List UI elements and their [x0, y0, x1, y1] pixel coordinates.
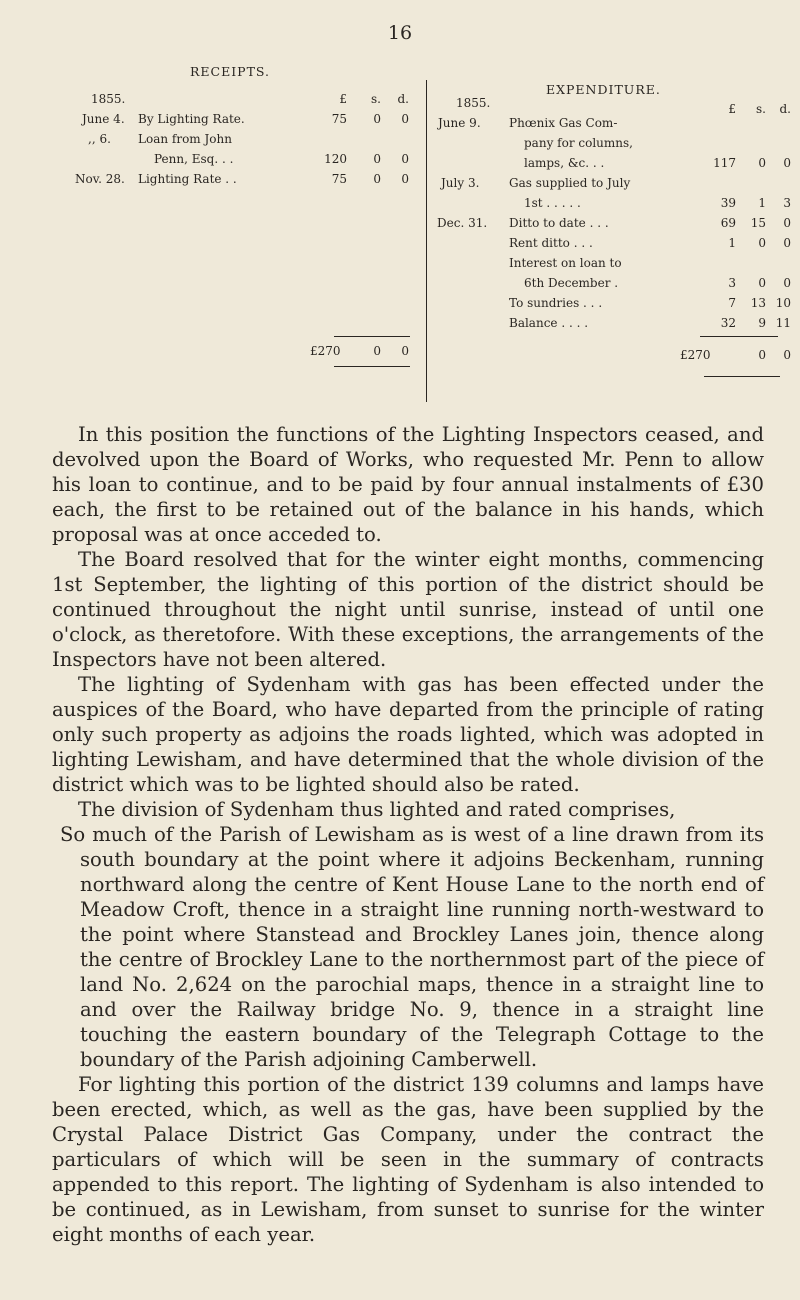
row-shillings: 0 — [373, 112, 381, 126]
receipts-total-pounds: £270 — [310, 344, 341, 358]
row-date: July 3. — [441, 176, 480, 190]
expenditure-year: 1855. — [456, 96, 491, 110]
expenditure-shilling-head: s. — [756, 102, 766, 116]
body-text — [52, 422, 764, 1247]
row-date: June 4. — [82, 112, 125, 126]
boundary-description: So much of the Parish of Lewisham as is west of a line drawn from its south boundary at the point where it adjoins Beckenham, running northward along the centre of Kent House Lane to the north end of Meadow Croft, thence in a straight line running north-westward to the point where Stanstead and Brockley Lanes join, thence along the centre of Brockley Lane to the northernmost part of the piece of land No. 2,624 on the parochial maps, thence in a straight line to and over the Railway bridge No. 9, thence in a straight line touching the eastern boundary of the Telegraph Cottage to the boundary of the Parish adjoining Camberwell. — [60, 823, 764, 1071]
row-pence: 3 — [783, 196, 791, 210]
row-pence: 0 — [401, 152, 409, 166]
row-description-cont: 6th December . — [524, 276, 619, 290]
row-shillings: 0 — [373, 152, 381, 166]
row-date: Dec. 31. — [437, 216, 488, 230]
expenditure-heading: EXPENDITURE. — [546, 82, 661, 97]
receipts-total-pence: 0 — [401, 344, 409, 358]
row-pounds: 32 — [720, 316, 736, 330]
total-rule — [334, 366, 410, 367]
receipts-pound-head: £ — [339, 92, 347, 106]
expenditure-total-pounds: £270 — [680, 348, 711, 362]
receipts-shilling-head: s. — [371, 92, 381, 106]
row-pounds: 39 — [720, 196, 736, 210]
total-rule — [700, 336, 778, 337]
row-shillings: 0 — [758, 236, 766, 250]
row-date: June 9. — [438, 116, 481, 130]
expenditure-total-shillings: 0 — [758, 348, 766, 362]
row-pounds: 7 — [728, 296, 736, 310]
paragraph: In this position the functions of the Lighting Inspectors ceased, and devolved upon the Board of Works, who requested Mr. Penn to allow his loan to continue, and to be paid by four annual instalments of £30 each, the first to be retained out of the balance in his hands, which proposal was at once acceded to. — [52, 423, 764, 546]
row-shillings: 15 — [750, 216, 766, 230]
row-pounds: 75 — [331, 172, 347, 186]
row-pounds: 120 — [324, 152, 347, 166]
expenditure-total-pence: 0 — [783, 348, 791, 362]
row-description-cont: lamps, &c. . . — [524, 156, 605, 170]
row-description: Rent ditto . . . — [509, 236, 593, 250]
row-shillings: 0 — [758, 276, 766, 290]
page-number: 16 — [387, 22, 413, 44]
row-description: Loan from John — [138, 132, 232, 146]
expenditure-pound-head: £ — [728, 102, 736, 116]
total-rule — [334, 336, 410, 337]
paragraph: The division of Sydenham thus lighted and rated comprises, — [78, 798, 676, 821]
row-pence: 0 — [401, 112, 409, 126]
row-shillings: 13 — [750, 296, 766, 310]
row-description-cont: 1st . . . . . — [524, 196, 581, 210]
row-description: Phœnix Gas Com- — [509, 116, 618, 130]
row-pence: 0 — [783, 276, 791, 290]
row-description: Balance . . . . — [509, 316, 589, 330]
row-description-cont: pany for columns, — [524, 136, 633, 150]
row-description: Ditto to date . . . — [509, 216, 609, 230]
total-rule — [704, 376, 780, 377]
row-pounds: 117 — [713, 156, 736, 170]
row-pounds: 75 — [331, 112, 347, 126]
row-shillings: 0 — [373, 172, 381, 186]
row-pence: 0 — [783, 236, 791, 250]
row-shillings: 9 — [758, 316, 766, 330]
accounts-table — [0, 60, 800, 410]
expenditure-pence-head: d. — [779, 102, 791, 116]
receipts-total-shillings: 0 — [373, 344, 381, 358]
paragraph: For lighting this portion of the district 139 columns and lamps have been erected, which, as well as the gas, have been supplied by the Crystal Palace District Gas Company, under the contract the particulars of which will be seen in the summary of contracts appended to this report. The lighting of Sydenham is also intended to be continued, as in Lewisham, from sunset to sunrise for the winter eight months of each year. — [52, 1073, 764, 1246]
paragraph: The lighting of Sydenham with gas has been effected under the auspices of the Board, who have departed from the principle of rating only such property as adjoins the roads lighted, which was adopted in lighting Lewisham, and have determined that the whole division of the district which was to be lighted should also be rated. — [52, 673, 764, 796]
row-description: Lighting Rate . . — [138, 172, 237, 186]
row-description-cont: Penn, Esq. . . — [154, 152, 234, 166]
receipts-heading: RECEIPTS. — [190, 64, 271, 79]
row-pence: 0 — [783, 156, 791, 170]
row-pounds: 3 — [728, 276, 736, 290]
row-description: Gas supplied to July — [509, 176, 631, 190]
row-description: Interest on loan to — [509, 256, 622, 270]
row-pounds: 69 — [720, 216, 736, 230]
row-description: By Lighting Rate. — [138, 112, 245, 126]
row-pence: 0 — [401, 172, 409, 186]
row-shillings: 1 — [758, 196, 766, 210]
receipts-pence-head: d. — [397, 92, 409, 106]
column-divider — [426, 80, 427, 402]
row-date: Nov. 28. — [75, 172, 125, 186]
row-pounds: 1 — [728, 236, 736, 250]
row-shillings: 0 — [758, 156, 766, 170]
row-pence: 0 — [783, 216, 791, 230]
row-pence: 11 — [775, 316, 791, 330]
row-date: ,, 6. — [88, 132, 111, 146]
receipts-year: 1855. — [91, 92, 126, 106]
paragraph: The Board resolved that for the winter eight months, commencing 1st September, the lighting of this portion of the district should be continued throughout the night until sunrise, instead of until one o'clock, as theretofore. With these exceptions, the arrangements of the Inspectors have not been altered. — [52, 548, 764, 671]
row-description: To sundries . . . — [509, 296, 603, 310]
row-pence: 10 — [775, 296, 791, 310]
